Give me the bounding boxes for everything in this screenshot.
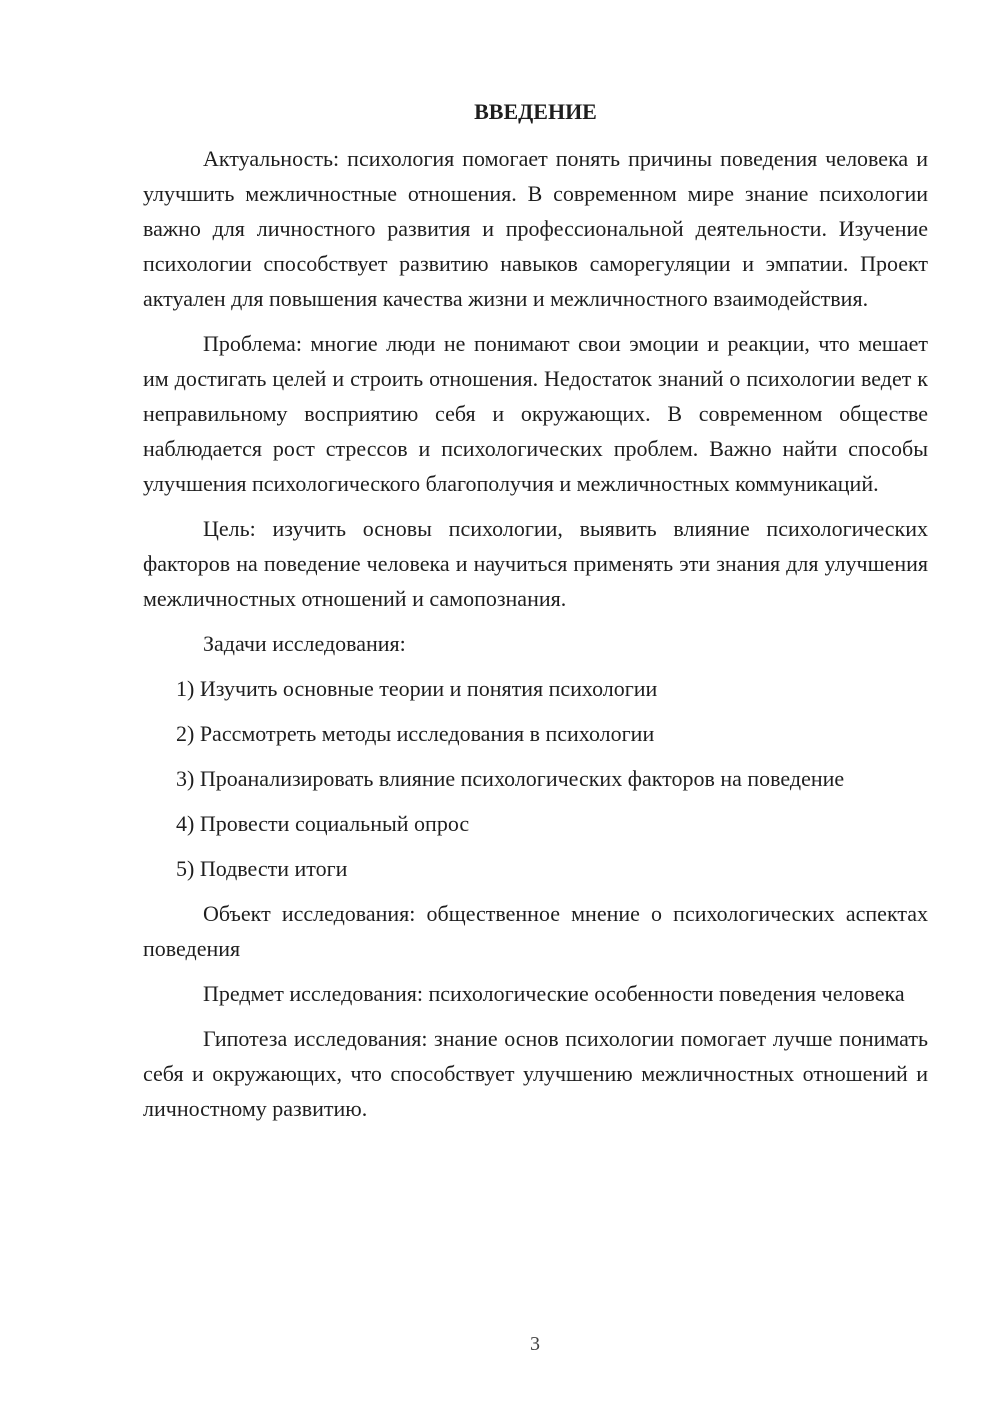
section-title: ВВЕДЕНИЕ [474, 99, 597, 124]
tasks-heading: Задачи исследования: [203, 631, 406, 656]
subject-paragraph: Предмет исследования: психологические особенности поведения человека [203, 981, 905, 1006]
relevance-paragraph: Актуальность: психология помогает понять причины поведения человека и улучшить межличностные отношения. В современном мире знание психологии важно для личностного развития и профессиональной деятельности. Изучение психологии способствует развитию навыков саморегуляции и эмпатии. Проект актуален для повышения качества жизни и межличностного взаимодействия. [143, 146, 928, 311]
hypothesis-paragraph: Гипотеза исследования: знание основ психологии помогает лучше понимать себя и окружающих, что способствует улучшению межличностных отношений и личностному развитию. [143, 1026, 928, 1121]
task-item-5: 5) Подвести итоги [176, 856, 348, 881]
task-item-1: 1) Изучить основные теории и понятия психологии [176, 676, 658, 701]
document-page [143, 94, 928, 1136]
task-item-2: 2) Рассмотреть методы исследования в психологии [176, 721, 655, 746]
problem-paragraph: Проблема: многие люди не понимают свои эмоции и реакции, что мешает им достигать целей и строить отношения. Недостаток знаний о психологии ведет к неправильному восприятию себя и окружающих. В современном обществе наблюдается рост стрессов и психологических проблем. Важно найти способы улучшения психологического благополучия и межличностных коммуникаций. [143, 331, 928, 496]
task-item-3: 3) Проанализировать влияние психологических факторов на поведение [176, 766, 845, 791]
task-item-4: 4) Провести социальный опрос [176, 811, 470, 836]
page-number: 3 [530, 1333, 540, 1355]
goal-paragraph: Цель: изучить основы психологии, выявить влияние психологических факторов на поведение человека и научиться применять эти знания для улучшения межличностных отношений и самопознания. [143, 516, 928, 611]
object-paragraph: Объект исследования: общественное мнение о психологических аспектах поведения [143, 901, 928, 961]
